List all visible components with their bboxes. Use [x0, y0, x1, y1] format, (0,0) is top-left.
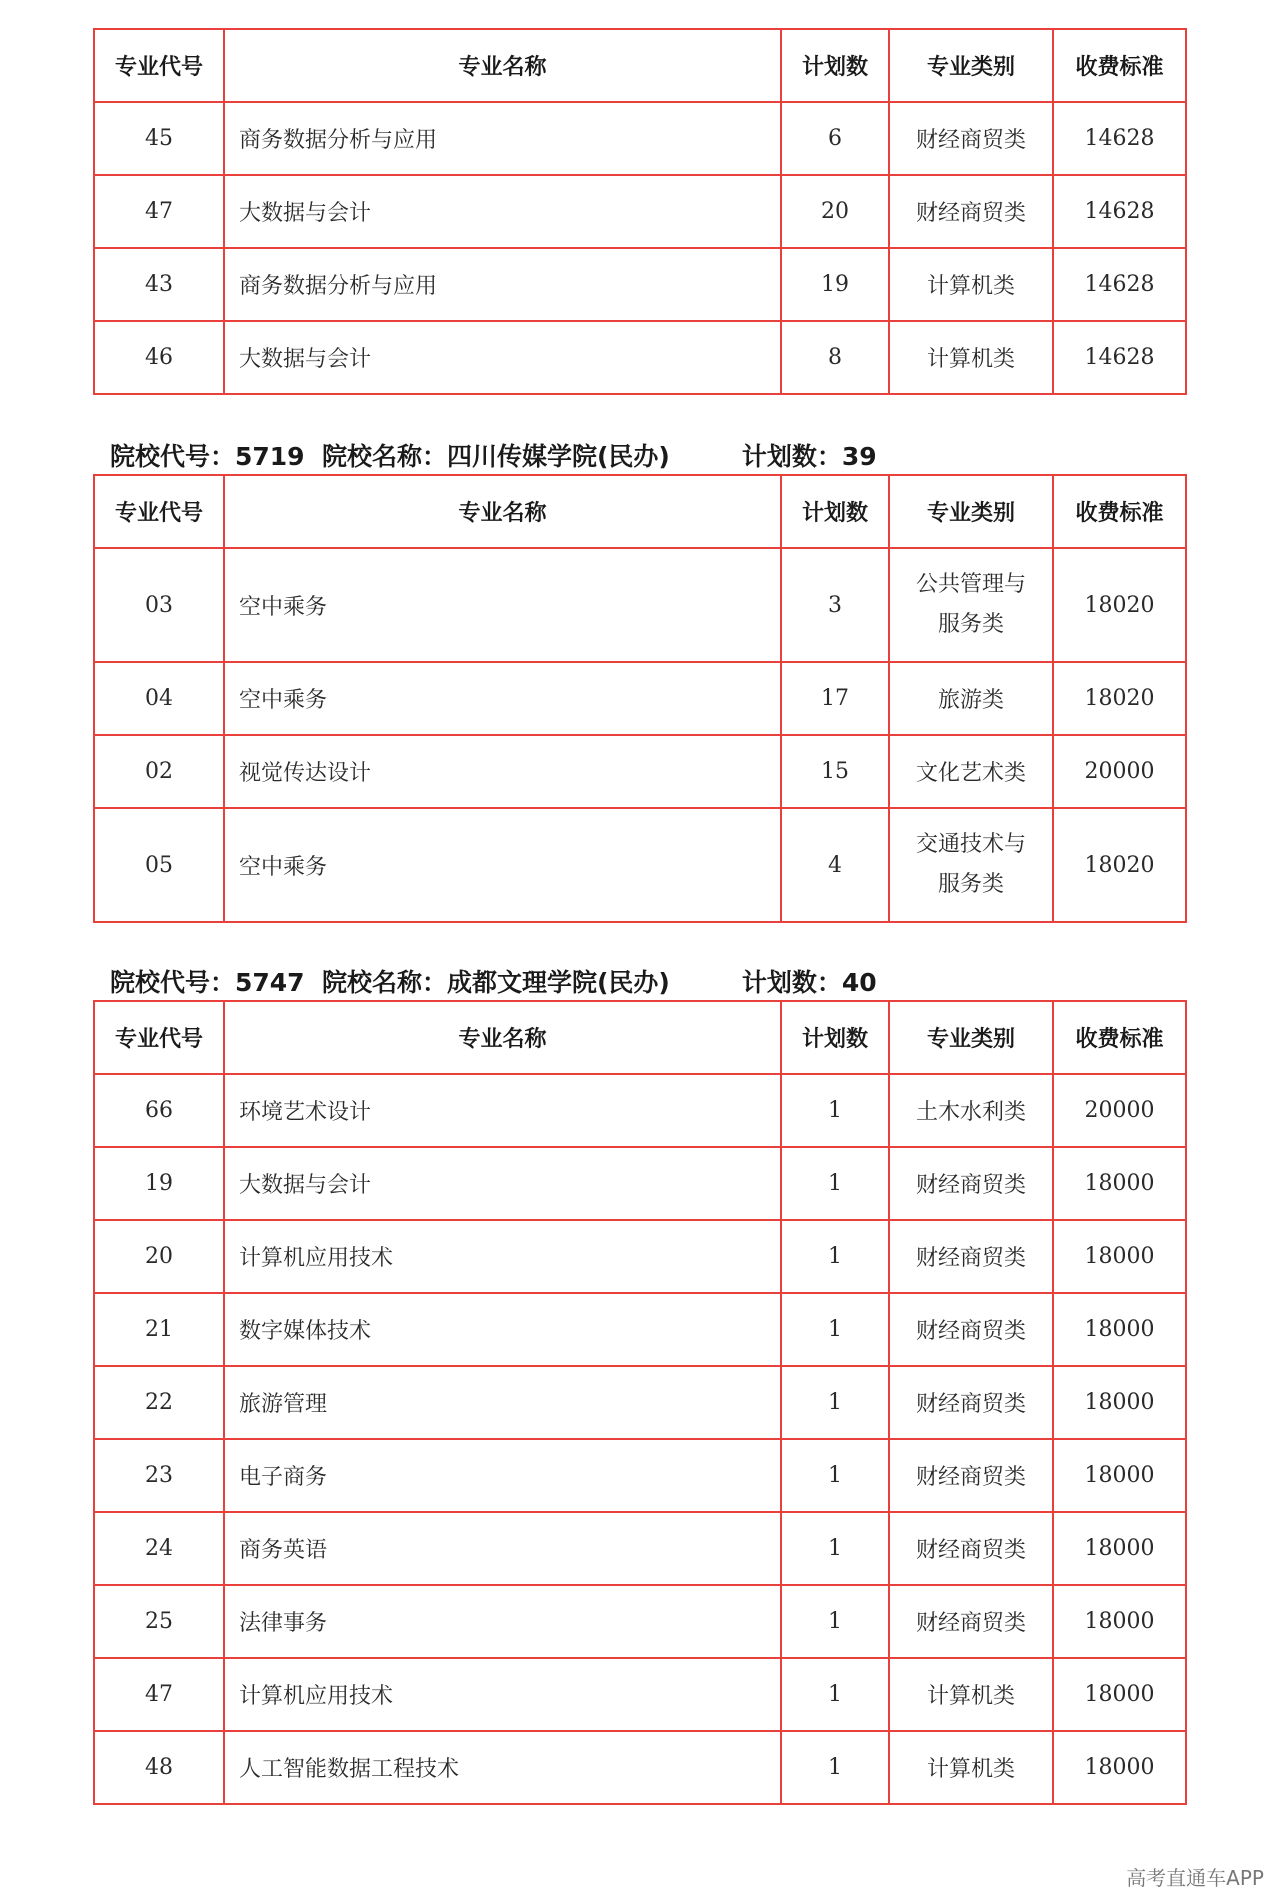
major-table-2: [93, 474, 1187, 923]
plan-count: 3: [781, 548, 889, 662]
major-code: 45: [94, 102, 224, 175]
major-category: 财经商贸类: [889, 1147, 1053, 1220]
major-code: 47: [94, 175, 224, 248]
major-name: 法律事务: [224, 1585, 781, 1658]
major-name: 人工智能数据工程技术: [224, 1731, 781, 1804]
fee: 20000: [1053, 735, 1186, 808]
table-row: [94, 321, 1186, 394]
major-name: 计算机应用技术: [224, 1658, 781, 1731]
major-table-1: [93, 28, 1187, 395]
fee: 18000: [1053, 1658, 1186, 1731]
category-line-2: 服务类: [937, 612, 1004, 637]
col-fee-header: 收费标准: [1053, 29, 1186, 102]
major-category: 财经商贸类: [889, 1439, 1053, 1512]
table-row: [94, 102, 1186, 175]
col-code-header: 专业代号: [94, 29, 224, 102]
col-category-header: 专业类别: [889, 475, 1053, 548]
school-info: 院校代号：5719 院校名称：四川传媒学院(民办): [110, 442, 670, 471]
table-row: [94, 1220, 1186, 1293]
major-code: 47: [94, 1658, 224, 1731]
major-category: 文化艺术类: [889, 735, 1053, 808]
col-plan-header: 计划数: [781, 1001, 889, 1074]
table-row: [94, 1512, 1186, 1585]
fee: 18000: [1053, 1585, 1186, 1658]
fee: 18020: [1053, 662, 1186, 735]
major-category: 计算机类: [889, 1731, 1053, 1804]
table-row: [94, 1439, 1186, 1512]
table-row: [94, 1293, 1186, 1366]
major-code: 20: [94, 1220, 224, 1293]
major-name: 商务数据分析与应用: [224, 248, 781, 321]
major-name: 空中乘务: [224, 808, 781, 922]
major-name: 空中乘务: [224, 548, 781, 662]
plan-count: 20: [781, 175, 889, 248]
table-row: [94, 248, 1186, 321]
table-row: [94, 1731, 1186, 1804]
major-code: 48: [94, 1731, 224, 1804]
major-code: 23: [94, 1439, 224, 1512]
plan-count: 4: [781, 808, 889, 922]
school-plan-total: 计划数：39: [741, 442, 877, 471]
table-header: [94, 1001, 1186, 1074]
plan-count: 15: [781, 735, 889, 808]
major-name: 大数据与会计: [224, 1147, 781, 1220]
table-row: [94, 808, 1186, 922]
plan-count: 1: [781, 1439, 889, 1512]
school-plan-total: 计划数：40: [741, 968, 877, 997]
major-code: 04: [94, 662, 224, 735]
table-row: [94, 662, 1186, 735]
school-info: 院校代号：5747 院校名称：成都文理学院(民办): [110, 968, 670, 997]
table-row: [94, 175, 1186, 248]
fee: 18000: [1053, 1366, 1186, 1439]
table-row: [94, 1074, 1186, 1147]
school-heading-5719: [110, 437, 877, 473]
major-name: 环境艺术设计: [224, 1074, 781, 1147]
major-name: 商务英语: [224, 1512, 781, 1585]
fee: 18000: [1053, 1512, 1186, 1585]
table-row: [94, 1658, 1186, 1731]
fee: 14628: [1053, 321, 1186, 394]
major-name: 大数据与会计: [224, 175, 781, 248]
plan-count: 1: [781, 1366, 889, 1439]
col-plan-header: 计划数: [781, 475, 889, 548]
plan-count: 19: [781, 248, 889, 321]
fee: 18000: [1053, 1293, 1186, 1366]
major-name: 计算机应用技术: [224, 1220, 781, 1293]
major-category: 财经商贸类: [889, 1366, 1053, 1439]
col-plan-header: 计划数: [781, 29, 889, 102]
major-category: 财经商贸类: [889, 102, 1053, 175]
school-heading-5747: [110, 963, 877, 999]
major-code: 43: [94, 248, 224, 321]
major-category: [889, 548, 1053, 662]
plan-count: 1: [781, 1074, 889, 1147]
major-category: 土木水利类: [889, 1074, 1053, 1147]
col-code-header: 专业代号: [94, 1001, 224, 1074]
major-name: 大数据与会计: [224, 321, 781, 394]
plan-count: 1: [781, 1293, 889, 1366]
major-name: 商务数据分析与应用: [224, 102, 781, 175]
plan-count: 1: [781, 1658, 889, 1731]
major-code: 02: [94, 735, 224, 808]
major-name: 空中乘务: [224, 662, 781, 735]
watermark: 高考直通车APP: [1126, 1866, 1264, 1890]
col-category-header: 专业类别: [889, 29, 1053, 102]
major-category: 财经商贸类: [889, 175, 1053, 248]
major-name: 旅游管理: [224, 1366, 781, 1439]
major-category: 财经商贸类: [889, 1293, 1053, 1366]
major-code: 19: [94, 1147, 224, 1220]
fee: 18000: [1053, 1731, 1186, 1804]
col-name-header: 专业名称: [224, 475, 781, 548]
major-code: 21: [94, 1293, 224, 1366]
fee: 18020: [1053, 808, 1186, 922]
category-line-1: 交通技术与: [915, 832, 1026, 857]
table-header: [94, 475, 1186, 548]
table-row: [94, 1585, 1186, 1658]
fee: 18000: [1053, 1439, 1186, 1512]
fee: 18020: [1053, 548, 1186, 662]
col-category-header: 专业类别: [889, 1001, 1053, 1074]
major-table-3: [93, 1000, 1187, 1805]
plan-count: 1: [781, 1731, 889, 1804]
major-category: 计算机类: [889, 248, 1053, 321]
category-line-1: 公共管理与: [915, 572, 1026, 597]
fee: 14628: [1053, 248, 1186, 321]
major-category: 财经商贸类: [889, 1220, 1053, 1293]
plan-count: 1: [781, 1585, 889, 1658]
major-name: 电子商务: [224, 1439, 781, 1512]
col-name-header: 专业名称: [224, 1001, 781, 1074]
fee: 18000: [1053, 1147, 1186, 1220]
major-category: 计算机类: [889, 321, 1053, 394]
major-code: 22: [94, 1366, 224, 1439]
plan-count: 6: [781, 102, 889, 175]
table-row: [94, 1147, 1186, 1220]
major-category: 计算机类: [889, 1658, 1053, 1731]
table-row: [94, 1366, 1186, 1439]
plan-count: 1: [781, 1512, 889, 1585]
major-code: 03: [94, 548, 224, 662]
major-category: 财经商贸类: [889, 1585, 1053, 1658]
major-code: 25: [94, 1585, 224, 1658]
major-code: 66: [94, 1074, 224, 1147]
col-fee-header: 收费标准: [1053, 475, 1186, 548]
col-code-header: 专业代号: [94, 475, 224, 548]
plan-count: 17: [781, 662, 889, 735]
table-row: [94, 548, 1186, 662]
fee: 14628: [1053, 175, 1186, 248]
major-category: 财经商贸类: [889, 1512, 1053, 1585]
col-fee-header: 收费标准: [1053, 1001, 1186, 1074]
major-code: 24: [94, 1512, 224, 1585]
fee: 18000: [1053, 1220, 1186, 1293]
major-name: 视觉传达设计: [224, 735, 781, 808]
col-name-header: 专业名称: [224, 29, 781, 102]
plan-count: 1: [781, 1220, 889, 1293]
major-code: 05: [94, 808, 224, 922]
major-category: 旅游类: [889, 662, 1053, 735]
table-header: [94, 29, 1186, 102]
major-name: 数字媒体技术: [224, 1293, 781, 1366]
category-line-2: 服务类: [937, 872, 1004, 897]
fee: 14628: [1053, 102, 1186, 175]
fee: 20000: [1053, 1074, 1186, 1147]
major-category: [889, 808, 1053, 922]
table-row: [94, 735, 1186, 808]
plan-count: 8: [781, 321, 889, 394]
major-code: 46: [94, 321, 224, 394]
plan-count: 1: [781, 1147, 889, 1220]
